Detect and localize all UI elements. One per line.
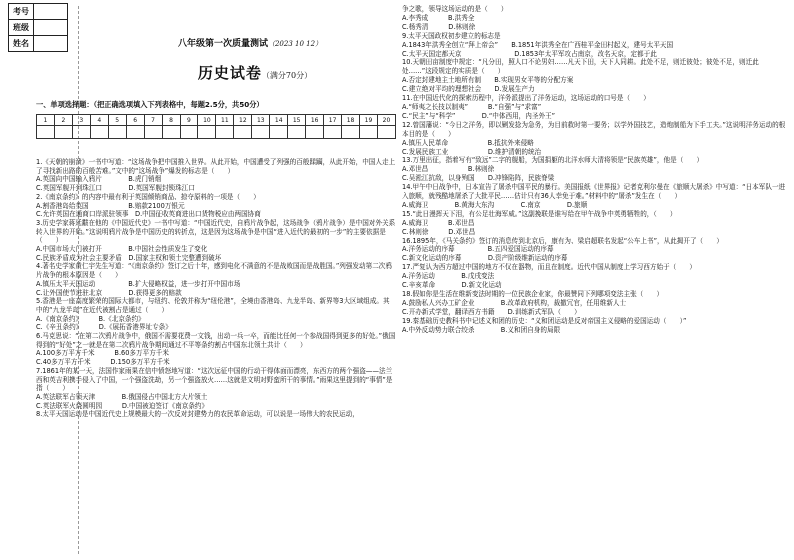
answer-grid bbox=[36, 114, 396, 139]
answer-grid-number: 16 bbox=[306, 115, 324, 126]
question-options: A.割香港岛给英国 B.赔款2100万银元 bbox=[36, 201, 185, 210]
question-options: A.“师夷之长技以制夷” B.“自强”与“求富” bbox=[402, 102, 542, 111]
subject-title bbox=[180, 62, 330, 83]
question-stem: 1.《天朝的崩溃》一书中写道：“这场战争把中国推入世界。从此开始，中国遭受了列强的百般蹂躏，从此开始，中国人走上了寻找新出路的百般苦难。”文中的“这场战争”爆发的标志是（ ） bbox=[36, 158, 396, 175]
question-options: A.威海卫 B.邓世昌 bbox=[402, 218, 475, 227]
answer-cell[interactable] bbox=[342, 126, 360, 139]
question-options: C.英国军舰开到珠江口 D.英国军舰封锁珠江口 bbox=[36, 184, 195, 193]
student-info-box bbox=[8, 3, 68, 52]
question-options: A.英法联军占领天津 B.俄国侵占中国北方大片领土 bbox=[36, 392, 208, 401]
question-options: A.镇压人民革命 B.抵抗外来侵略 bbox=[402, 138, 534, 147]
answer-cell[interactable] bbox=[306, 126, 324, 139]
question-options: A.洋务运动的序幕 B.五四爱国运动的序幕 bbox=[402, 245, 554, 254]
question-options: A.中国市场大门被打开 B.中国社会性质发生了变化 bbox=[36, 245, 208, 254]
question-stem: 12.曾国藩说：“今日之洋务，即以剿发捻为急务，为目前救时第一要务；以学外国技艺，造炮制船为下手工夫。”这说明洋务运动的根本目的是（ ） bbox=[402, 120, 786, 138]
section-heading: 一、单项选择题：（把正确选项填入下列表格中，每题2.5分，共50分） bbox=[36, 100, 264, 109]
question-options: A.否定封建地主土地所有制 B.实现男女平等的分配方案 bbox=[402, 76, 574, 85]
question-options: C.林则徐 D.邓世昌 bbox=[402, 227, 476, 236]
question-stem: 15.“此日漫挥天下泪，有公足壮海军威。”这副挽联是谁写给在甲午战争中英勇牺牲的，（ ） bbox=[402, 209, 677, 218]
subject-text: 历史试卷 bbox=[197, 64, 262, 82]
question-options: A.《南京条约》 B.《北京条约》 bbox=[36, 314, 145, 323]
question-options: C.杨秀清 D.林则徐 bbox=[402, 22, 476, 31]
answer-grid-number: 18 bbox=[342, 115, 360, 126]
question-options: C.发展民族工业 D.维护清朝的统治 bbox=[402, 147, 542, 156]
question-options: C.吴淞江抗敌，以身殉国 D.冲锋陷阵，民族脊梁 bbox=[402, 174, 555, 183]
answer-cell[interactable] bbox=[37, 126, 55, 139]
question-options: C.太平天国定都天京 D.1853年太平军攻占南京，改名天京，定都于此 bbox=[402, 49, 657, 58]
question-stem: 5.香港是一座高度繁荣的国际大都市，与纽约、伦敦并称为“纽伦港”，全境由香港岛、九龙半岛、新界等3大区域组成。其中的“九龙半岛”在近代被割占是通过（ ） bbox=[36, 297, 390, 314]
answer-cell[interactable] bbox=[162, 126, 180, 139]
answer-grid-number: 17 bbox=[324, 115, 342, 126]
question-stem: 11.在中国近代化的探索历程中，洋务派提出了洋务运动，这场运动的口号是（ ） bbox=[402, 94, 650, 103]
info-label-class: 班级 bbox=[9, 20, 34, 36]
question-stem: 18.假如你是生活在维新变法时期的一位民族企业家，你最赞同下列哪项变法主张（ ） bbox=[402, 290, 664, 298]
answer-cell[interactable] bbox=[108, 126, 126, 139]
question-stem: 9.太平天国政权初步建立的标志是 bbox=[402, 31, 501, 40]
question-options: C.《辛丑条约》 D.《展拓香港界址专条》 bbox=[36, 323, 172, 332]
answer-grid-number: 8 bbox=[162, 115, 180, 126]
answer-cell[interactable] bbox=[216, 126, 234, 139]
question-stem: 争之歌，领导这场运动的是（ ） bbox=[402, 5, 508, 13]
answer-grid-number: 14 bbox=[270, 115, 288, 126]
question-stem: 17.严复认为西方超过中国的地方不仅在器物，而且在制度。近代中国从制度上学习西方始于（ ） bbox=[402, 263, 697, 272]
answer-grid-number: 10 bbox=[198, 115, 216, 126]
question-stem: 19.秦基础历史教科书中记述义和团的历史：“义和团运动是反对帝国主义侵略的爱国运动（ ）” bbox=[402, 316, 687, 325]
answer-cell[interactable] bbox=[270, 126, 288, 139]
question-options: A.1843年洪秀全创立“拜上帝会” B.1851年洪秀全在广西桂平金田村起义，建号太平天国 bbox=[402, 40, 674, 49]
question-options: C.让外国使节进驻北京 D.获得更多的赔款 bbox=[36, 288, 182, 297]
answer-grid-number: 19 bbox=[360, 115, 378, 126]
question-options: C.“民主”与“科学” D.“中体西用，内圣外王” bbox=[402, 111, 556, 120]
answer-cell[interactable] bbox=[90, 126, 108, 139]
answer-cell[interactable] bbox=[72, 126, 90, 139]
question-options: A.鼓励私人兴办工矿企业 B.改革政府机构，裁撤冗官，任用维新人士 bbox=[402, 298, 627, 307]
question-options: C.民族矛盾成为社会主要矛盾 D.国家主权和领土完整遭到破坏 bbox=[36, 253, 222, 262]
question-options: A.李秀成 B.洪秀全 bbox=[402, 13, 475, 22]
question-options: C.开办新式学堂，翻译西方书籍 D.训练新式军队（ ） bbox=[402, 307, 581, 316]
question-options: A.邓世昌 B.林则徐 bbox=[402, 165, 495, 174]
answer-cell[interactable] bbox=[198, 126, 216, 139]
answer-grid-answer-row bbox=[37, 126, 396, 139]
question-options: A.100多万平方千米 B.60多万平方千米 bbox=[36, 349, 169, 358]
answer-cell[interactable] bbox=[377, 126, 395, 139]
name-field[interactable] bbox=[34, 36, 68, 52]
question-options: A.英国向中国输入鸦片 B.虎门销烟 bbox=[36, 175, 162, 184]
answer-grid-number: 12 bbox=[234, 115, 252, 126]
answer-grid-number: 6 bbox=[126, 115, 144, 126]
answer-grid-number: 3 bbox=[72, 115, 90, 126]
answer-grid-number: 7 bbox=[144, 115, 162, 126]
question-options: A.中外反动势力联合绞杀 B.义和团自身的局限 bbox=[402, 325, 561, 334]
question-stem: 8.太平天国运动是中国近代史上规模最大的一次反对封建势力的农民革命运动，可以说是一场伟大的农民运动， bbox=[36, 410, 359, 419]
left-question-column bbox=[36, 158, 396, 419]
question-stem: 13.万里出征，指着写有“致远”二字的舰船，为国捐躯的北洋水师大清将领是“民族英雄”，他是（ ） bbox=[402, 156, 704, 165]
exam-date: （2023 10 12） bbox=[267, 40, 323, 48]
answer-grid-number: 13 bbox=[252, 115, 270, 126]
answer-grid-number: 5 bbox=[108, 115, 126, 126]
question-stem: 6.马克思说：“在第二次鸦片战争中，俄国不需要花费一文钱，出动一兵一卒，而能比任何一个参战国得到更多的好处。”俄国得到的“好处”之一就是在第二次鸦片战争期间通过不平等条约割占中国东北领土共计（ ） bbox=[36, 332, 396, 349]
answer-grid-number: 1 bbox=[37, 115, 55, 126]
question-stem: 7.1861年的某一天，法国作家雨果在信中愤怒地写道：“这次远征中国的行动干得体面而漂亮，东西方的两个强盗——法兰西和英吉利携手侵入了中国，一个强盗洗劫，另一个强盗放火……这就是文明对野蛮所干的事情。”雨果这里提到的“事情”是指（ ） bbox=[36, 366, 393, 393]
answer-grid-number: 15 bbox=[288, 115, 306, 126]
answer-cell[interactable] bbox=[324, 126, 342, 139]
question-stem: 4.著名史学家黄仁宇先生写道：“《南京条约》签订之后十年，感到电化不满意的不是战败国而是战胜国。”列强发动第二次鸦片战争的根本原因是（ ） bbox=[36, 262, 392, 280]
exam-title bbox=[150, 36, 350, 49]
question-options: A.镇压太平天国运动 B.扩大侵略权益，进一步打开中国市场 bbox=[36, 279, 241, 288]
question-options: C.建立绝对平均的理想社会 D.发展生产力 bbox=[402, 85, 535, 94]
answer-grid-number: 20 bbox=[377, 115, 395, 126]
question-options: A.威海卫 B.黄海大东沟 C.南京 D.旅顺 bbox=[402, 200, 588, 209]
question-options: C.新文化运动的序幕 D.资产阶级维新运动的序幕 bbox=[402, 254, 568, 263]
class-field[interactable] bbox=[34, 20, 68, 36]
answer-cell[interactable] bbox=[54, 126, 72, 139]
question-options: C.英法联军火烧圆明园 D.中国被迫签订《南京条约》 bbox=[36, 401, 209, 410]
exam-no-field[interactable] bbox=[34, 4, 68, 20]
answer-cell[interactable] bbox=[180, 126, 198, 139]
answer-cell[interactable] bbox=[252, 126, 270, 139]
question-options: A.洋务运动 B.戊戌变法 bbox=[402, 272, 495, 281]
question-stem: 2.《南京条约》的内容中最有利于英国倾销商品、掠夺原料的一项是（ ） bbox=[36, 192, 260, 201]
answer-cell[interactable] bbox=[360, 126, 378, 139]
info-label-exam-no: 考号 bbox=[9, 4, 34, 20]
answer-grid-number: 2 bbox=[54, 115, 72, 126]
answer-grid-number: 9 bbox=[180, 115, 198, 126]
answer-grid-number: 11 bbox=[216, 115, 234, 126]
answer-grid-number: 4 bbox=[90, 115, 108, 126]
answer-cell[interactable] bbox=[126, 126, 144, 139]
info-label-name: 姓名 bbox=[9, 36, 34, 52]
answer-cell[interactable] bbox=[288, 126, 306, 139]
full-score: （满分70分） bbox=[261, 71, 313, 80]
question-options: C.辛亥革命 D.新文化运动 bbox=[402, 281, 502, 290]
answer-grid-number-row bbox=[37, 115, 396, 126]
right-question-column bbox=[402, 5, 786, 335]
answer-cell[interactable] bbox=[234, 126, 252, 139]
question-options: C.允许英国在通商口岸派驻领事 D.中国征收英商进出口货物税应由两国协商 bbox=[36, 210, 261, 219]
question-stem: 16.1895年，《马关条约》签订的消息传到北京后，康有为、梁启超联名发起“公车上书”，从此揭开了（ ） bbox=[402, 236, 723, 245]
exam-title-text: 八年级第一次质量测试 bbox=[177, 39, 268, 49]
answer-cell[interactable] bbox=[144, 126, 162, 139]
question-stem: 14.甲午中日战争中，日本宣告了屠杀中国平民的暴行。美国报纸《世界报》记者克利尔曼在《旅顺大屠杀》中写道：“日本军队一进入旅顺，就残酷地屠杀了大批平民……估计只有36人幸免于难。”材料中的“屠杀”发生在（ ） bbox=[402, 183, 786, 201]
question-stem: 10.天朝田亩制度中规定：“凡分田，照人口不论男妇……凡天下田，天下人同耕。此处不足，则迁彼处；彼处不足，则迁此处……”这段规定的实质是（ ） bbox=[402, 58, 759, 76]
question-options: C.40多万平方千米 D.150多万平方千米 bbox=[36, 358, 170, 367]
question-stem: 3.历史学家蒋廷黻在他的《中国近代史》一书中写道：“中国近代史，自鸦片战争起，这场战争（鸦片战争）是中国对外关系转入世界的开始。”这说明鸦片战争是中国历史的转折点，这是因为这场战争是中国“进入近代的最初的一步”的主要依据是（ ） bbox=[36, 218, 396, 245]
